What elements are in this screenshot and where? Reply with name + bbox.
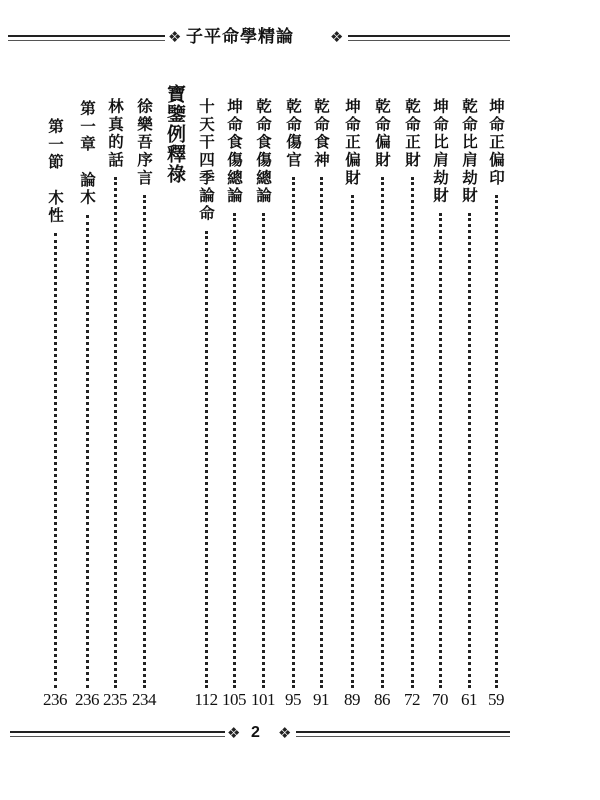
dot-leader <box>262 213 265 688</box>
dot-leader <box>468 213 471 688</box>
dot-leader <box>411 177 414 688</box>
toc-entry-page: 236 <box>75 690 99 709</box>
toc-entry-label: 坤命食傷總論 <box>225 98 244 205</box>
toc-entry[interactable] <box>486 98 506 688</box>
toc-entry-page: 70 <box>432 690 448 709</box>
dot-leader <box>351 195 354 688</box>
toc-entry-label: 第一節 木性 <box>46 118 65 225</box>
toc-entry-page: 105 <box>222 690 246 709</box>
footer-rule-right <box>296 731 510 737</box>
toc-entry-page: 59 <box>488 690 504 709</box>
dot-leader <box>205 231 208 688</box>
dot-leader <box>86 215 89 688</box>
dot-leader <box>114 177 117 688</box>
toc-entry[interactable] <box>283 98 303 688</box>
toc-entry-label: 林真的話 <box>106 98 125 170</box>
toc-entry-label: 乾命偏財 <box>373 98 392 170</box>
running-title: 子平命學精論 <box>186 27 294 47</box>
toc-entry-label: 乾命比肩劫財 <box>460 98 479 205</box>
dot-leader <box>143 195 146 688</box>
toc-entry-page: 101 <box>251 690 275 709</box>
toc-entry-page: 234 <box>132 690 156 709</box>
toc-entry-label: 乾命食神 <box>312 98 331 170</box>
dot-leader <box>381 177 384 688</box>
toc-entry-label: 坤命正偏財 <box>343 98 362 187</box>
toc-entry[interactable] <box>372 98 392 688</box>
toc-entry-page: 72 <box>404 690 420 709</box>
toc-entry-label: 坤命比肩劫財 <box>431 98 450 205</box>
toc-entry[interactable] <box>342 98 362 688</box>
toc-entry[interactable] <box>45 118 65 688</box>
toc-entry-page: 236 <box>43 690 67 709</box>
toc-entry-page: 61 <box>461 690 477 709</box>
toc-entry[interactable] <box>311 98 331 688</box>
header-rule-right <box>348 35 510 41</box>
dot-leader <box>54 233 57 688</box>
toc-entry-page: 86 <box>374 690 390 709</box>
toc-entry-label: 乾命食傷總論 <box>254 98 273 205</box>
toc-entry-label: 十天干四季論命 <box>197 98 216 223</box>
footer-ornament-left-icon: ❖ <box>227 724 241 742</box>
toc-entry[interactable] <box>402 98 422 688</box>
toc-entry-label: 坤命正偏印 <box>487 98 506 187</box>
toc-entry-label: 徐樂吾序言 <box>135 98 154 187</box>
dot-leader <box>320 177 323 688</box>
header-rule-left <box>8 35 165 41</box>
header-ornament-left-icon: ❖ <box>168 28 182 46</box>
toc-entry[interactable] <box>224 98 244 688</box>
toc-entry-label: 乾命傷官 <box>284 98 303 170</box>
toc-entry-label: 乾命正財 <box>403 98 422 170</box>
toc-entry[interactable] <box>430 98 450 688</box>
footer-rule-left <box>10 731 225 737</box>
toc-entry-label: 第一章 論木 <box>78 100 97 207</box>
toc-entry-page: 89 <box>344 690 360 709</box>
section-heading: 寶鑒例釋祿 <box>164 84 186 184</box>
toc-entry-page: 91 <box>313 690 329 709</box>
dot-leader <box>233 213 236 688</box>
dot-leader <box>439 213 442 688</box>
toc-entry-page: 112 <box>194 690 218 709</box>
dot-leader <box>495 195 498 688</box>
toc-entry-page: 95 <box>285 690 301 709</box>
toc-entry[interactable] <box>77 100 97 688</box>
toc-entry[interactable] <box>105 98 125 688</box>
page-number: 2 <box>251 724 260 741</box>
toc-entry[interactable] <box>134 98 154 688</box>
toc-entry[interactable] <box>196 98 216 688</box>
header-ornament-right-icon: ❖ <box>330 28 344 46</box>
toc-entry[interactable] <box>459 98 479 688</box>
dot-leader <box>292 177 295 688</box>
toc-entry-page: 235 <box>103 690 127 709</box>
footer-ornament-right-icon: ❖ <box>278 724 292 742</box>
toc-entry[interactable] <box>253 98 273 688</box>
